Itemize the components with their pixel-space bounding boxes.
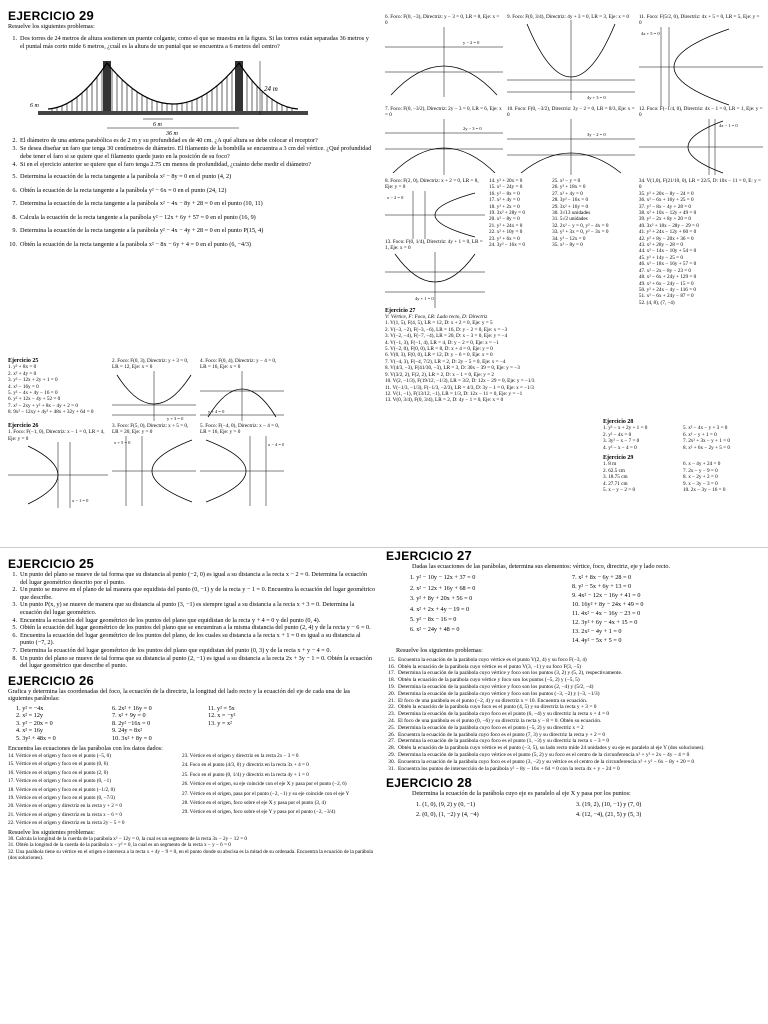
answer-line: 2. 62.5 cm xyxy=(603,467,625,474)
problem-item: 3. Se desea diseñar un faro que tenga 30 centímetros de diámetro. El filamento de la bombilla se encuentra a 3 cm del vértice. ¿Qué profundidad debe tener el faro si se quiere que el filamento quede justo en la posición de su foco? xyxy=(12,145,372,160)
exercise-28-intro: Determina la ecuación de la parábola cuyo eje es paralelo al eje X y pasa por los puntos: xyxy=(412,790,631,798)
answer-line: 34. V(1,0), F(21/10, 0), LR = 22/5, D: 10x − 11 = 0, E: y = 0 xyxy=(638,178,761,191)
answer-line: 46. x² − 18x − 16y + 57 = 0 xyxy=(638,261,697,268)
short-label: 6 m xyxy=(30,102,39,109)
answer-26-4: 4. Foco: F(0, 4), Directriz: y − 4 = 0, LR = 16, Eje: x = 0 y + 4 = 0 xyxy=(200,358,284,421)
answer-line: 42. y² + 8y − 20x + 36 = 0 xyxy=(638,235,694,242)
equation-item: 3. y² − 20x = 0 xyxy=(16,719,53,727)
heading-word: EJERCICIO xyxy=(8,9,76,23)
problem-item: 3. Un punto P(x, y) se mueve de manera que su distancia al punto (3, −1) es siempre igual a su distancia a la recta x + 3 = 0. Determina la ecuación del lugar geométrico. xyxy=(12,601,355,616)
answer-line: 44. x² − 14x − 10y + 54 = 0 xyxy=(638,248,697,255)
answer-line: 30. 3√13 unidades xyxy=(552,210,591,217)
answer-line: 45. y² + 14y − 25 = 0 xyxy=(638,254,683,261)
answer-line: 33. y² + 3x = 0, y² − 3x = 0 xyxy=(552,229,609,236)
answer-line: 27. x² + 4y = 0 xyxy=(552,190,583,197)
hangers xyxy=(52,69,292,111)
answer-line: 2. V(−3, −2), F(−3, −6), LR = 16, D: y − 2 = 0, Eje: x = −3 xyxy=(385,326,508,333)
svg-text:4x − 1 = 0: 4x − 1 = 0 xyxy=(719,122,738,128)
exercise-28-points xyxy=(416,800,762,820)
exercise-26-intro: Grafica y determina las coordenadas del foco, la ecuación de la directriz, la longitud del lado recto y la ecuación del eje de cada una de las siguientes parábolas: xyxy=(8,687,351,703)
problem-item: 19. Determina la ecuación de la parábola cuyo vértice y foco son los puntos (2, −4) y (5/2, −4) xyxy=(388,684,594,690)
graph-26-2 xyxy=(112,371,196,421)
answers-e25: Ejercicio 25 1. y² + 8x = 0 2. x² + 4y = 0 3. y² − 12x + 2y + 1 = 0 4. x² − 16y = 0 5. y² − 4x + 4y − 16 = 0 6. y² + 12x − 4y + 52 = 0 7. x² − 2xy + y² + 8x − 4y + 2 = 0 8. 9x² − 12xy + 4y² + 48x + 32y + 64 = 0 xyxy=(8,358,108,421)
answer-line: 1. V(1, 5), F(4, 5), LR = 12, D: x + 2 = 0, Eje: y = 5 xyxy=(385,320,493,327)
answer-line: 21. y² + 24x = 0 xyxy=(489,222,523,229)
answers-left xyxy=(8,358,374,508)
equation-item: 5. 3y² + 48x = 0 xyxy=(16,734,56,742)
problem-item: 24. El foco de una parábola es el punto (0, −6) y su directriz la recta y − 8 = 0. Obtén su ecuación. xyxy=(388,717,602,724)
exercise-29-problems-cont xyxy=(8,137,374,249)
problem-line: 24. Foco en el punto (4/3, 0) y directriz en la recta 3x + 4 = 0 xyxy=(182,762,309,769)
answer-line: 4. 27.71 cm xyxy=(603,480,628,487)
problem-item: 7. Determina la ecuación del lugar geométrico de los puntos del plano que equidistan del punto (0, 3) y de la recta x + y − 4 = 0. xyxy=(12,646,331,654)
answers-right xyxy=(385,14,763,494)
problem-line: 20. Vértice en el origen y directriz en la recta y + 2 = 0 xyxy=(8,803,122,810)
equation-item: 4. x² + 2x + 4y − 19 = 0 xyxy=(410,605,470,613)
equation-item: 11. 4x² − 4x − 16y − 23 = 0 xyxy=(572,610,641,618)
answers-list-b xyxy=(552,178,635,308)
graph-26-1 xyxy=(8,442,108,508)
answer-line: 50. y² + 24x − 4y − 116 = 0 xyxy=(638,286,697,293)
answer-26-1: Ejercicio 26 1. Foco: F(−1, 0), Directriz: x − 1 = 0, LR = 4, Eje: y = 0 x − 1 = 0 xyxy=(8,423,108,508)
problem-item: 25. Determina la ecuación de la parábola cuyo foco es el punto (−5, 2) y su directriz x = 2 xyxy=(388,724,584,731)
answer-11: 11. Foco: F(5/2, 0), Directriz: 4x + 5 = 0, LR = 5, Eje: y = 0 4x + 5 = 0 xyxy=(639,14,763,106)
equation-item: 13. y = x² xyxy=(208,719,232,727)
answer-line: 49. x² + 6x − 24y − 15 = 0 xyxy=(638,280,694,287)
svg-text:4y + 1 = 0: 4y + 1 = 0 xyxy=(415,295,434,301)
problem-line: 30. Calcula la longitud de la cuerda de la parábola x² − 12y = 0, la cual es un segmento de la recta 3x − 2y − 12 = 0 xyxy=(8,835,248,842)
graph-26-3 xyxy=(112,436,196,506)
problem-item: 6. Obtén la ecuación de la recta tangente a la parábola y² − 6x = 0 en el punto (24, 12) xyxy=(12,186,227,194)
equation-item: 6. x² − 24y + 48 = 0 xyxy=(410,626,460,634)
svg-text:x − 1 = 0: x − 1 = 0 xyxy=(72,498,89,504)
answer-line: 2. x² + 4y = 0 xyxy=(8,370,37,377)
answer-line: 8. x − 2y + 2 = 0 xyxy=(683,474,718,481)
deck xyxy=(38,111,308,115)
answer-line: 39. y² − 2x + 8y + 20 = 0 xyxy=(638,216,692,223)
answer-line: 6. y² + 12x − 4y + 52 = 0 xyxy=(8,396,61,403)
answers-list-c xyxy=(639,178,763,308)
answer-line: 3. V(−2, −4), F(−7, −4), LR = 20, D: x − 3 = 0, Eje: y = −4 xyxy=(385,333,508,340)
exercise-26-intro3: Resuelve los siguientes problemas: xyxy=(8,828,95,836)
problem-item: 23. Determina la ecuación de la parábola cuyo foco es el punto (6, −4) y su directriz la recta x + 4 = 0 xyxy=(388,711,610,718)
equation-item: 9. 24y = 8x² xyxy=(112,727,143,735)
answer-line: 5. V(−2, 0), F(0, 0), LR = 8, D: x + 4 = 0, Eje: y = 0 xyxy=(385,346,493,353)
problem-item: 26. Encuentra la ecuación de la parábola cuyo foco es el punto (7, 3) y su directriz la recta y + 2 = 0 xyxy=(388,731,606,738)
answer-line: 32. 2x² − y = 0, y² − 4x = 0 xyxy=(552,222,609,229)
answer-line: 7. V(−4, 3), F(−4, 7/2), LR = 2, D: 2y − 5 = 0, Eje: x = −4 xyxy=(385,358,506,365)
problem-line: 17. Vértice en el origen y foco en el punto (0, −1) xyxy=(8,778,111,785)
answers-e27-list xyxy=(385,320,597,403)
answer-line: 2. y² − 4x = 0 xyxy=(603,431,632,438)
left-tower xyxy=(103,61,111,115)
equation-item: 2. x² − 12x + 16y + 68 = 0 xyxy=(410,584,476,592)
answer-line: 7. 2x − y − 9 = 0 xyxy=(683,467,718,474)
problem-item: 16. Obtén la ecuación de la parábola cuyo vértice es el punto V(3, −1) y su foco F(3, −5) xyxy=(388,663,582,670)
equation-item: 13. 2x² − 4y + 1 = 0 xyxy=(572,628,622,636)
problem-line: 21. Vértice en el origen y directriz en la recta x − 6 = 0 xyxy=(8,811,122,818)
answer-line: 24. 3y² − 16x = 0 xyxy=(489,242,525,249)
problem-item: 22. Obtén la ecuación de la parábola cuyo foco es el punto (4, 5) y su directriz la recta y + 3 = 0 xyxy=(388,704,597,711)
svg-text:2y − 3 = 0: 2y − 3 = 0 xyxy=(463,125,482,131)
answer-line: 9. V(3/2, 2), F(2, 2), LR = 2, D: x − 1 = 0, Eje: y = 2 xyxy=(385,371,495,378)
answer-9: 9. Foco: F(0, 3/4), Directriz: 4y + 3 = 0, LR = 3, Eje: x = 0 4y + 3 = 0 xyxy=(507,14,629,101)
problem-item: 4. Si en el ejercicio anterior se quiere que el faro tenga 2.75 cm menos de profundidad, ¿cuánto debe medir el diámetro? xyxy=(12,161,312,169)
answer-line: 5. x − y − 2 = 0 xyxy=(603,487,636,494)
equation-item: 1. y² − 10y − 12x + 37 = 0 xyxy=(410,574,476,582)
problem-line: 19. Vértice en el origen y foco en el punto (0, −7/3) xyxy=(8,794,115,801)
problem-item: 20. Determina la ecuación de la parábola cuyo vértice y foco son los puntos (−3, −2) y (−3, −1/3) xyxy=(388,690,600,697)
answer-line: 1. y² − x + 2y + 1 = 0 xyxy=(603,425,648,432)
graph-26-4 xyxy=(200,371,284,421)
exercise-27-intro2: Resuelve los siguientes problemas: xyxy=(396,647,483,655)
answer-line: 3. 18.75 cm xyxy=(603,474,628,481)
answer-line: 20. x² − 8y = 0 xyxy=(489,216,520,223)
problem-line: 25. Foco en el punto (0, 1/4) y directriz en la recta 4y + 1 = 0 xyxy=(182,771,309,778)
answer-line: 6. V(0, 3), F(0, 0), LR = 12, D: y − 6 = 0, Eje: x = 0 xyxy=(385,352,493,359)
answer-line: 12. V(1, −1), F(13/12, −1), LR = 1/3, D: 12x − 11 = 0, Eje: y = −1 xyxy=(385,390,523,397)
answer-line: 10. 2x − 3y − 16 = 0 xyxy=(683,487,726,494)
answer-line: 25. x² − y = 0 xyxy=(552,178,581,184)
answer-8-13: 8. Foco: F(2, 0), Directriz: x + 2 = 0, LR = 8, Eje: y = 0 x − 2 = 0 13. Foco: F(0, 1/4), Directriz: 4y + 1 = 0, LR = 1, Eje: x = 0 4y + 1 = 0 xyxy=(385,178,483,301)
answer-line: 43. x² + 28y − 28 = 0 xyxy=(638,242,683,249)
answer-line: 1. y² + 8x = 0 xyxy=(8,364,37,371)
answer-line: 3. 3y² − x − 7 = 0 xyxy=(603,438,640,445)
problem-item: 5. Obtén la ecuación del lugar geométrico de los puntos del plano que se encuentran a la misma distancia del punto (2, 4) y de la recta y − 6 = 0. xyxy=(12,624,371,632)
answer-line: 35. x² − 8y = 0 xyxy=(552,242,583,249)
exercise-26-problems xyxy=(8,836,376,862)
answer-7: 7. Foco: F(0, −3/2), Directriz: 2y − 3 = 0, LR = 6, Eje: x = 0 2y − 3 = 0 xyxy=(385,106,503,178)
answer-line: 17. x² + 4y = 0 xyxy=(489,197,520,204)
answer-line: 31. 5√2 unidades xyxy=(552,216,588,223)
answer-line: 19. 3x² + 28y = 0 xyxy=(489,210,525,217)
exercise-29-problems xyxy=(8,35,374,50)
problem-item: 21. El foco de una parábola es el punto (−2, 4) y su directriz x = 10. Encuentra su ecuación. xyxy=(388,697,588,704)
problem-line: 18. Vértice en el origen y foco en el punto (−1/2, 0) xyxy=(8,786,115,793)
point-set: 2. (0, 0), (1, −2) y (4, −4) xyxy=(416,810,479,818)
answer-line: 15. x² − 24y = 0 xyxy=(489,184,523,191)
problem-item: 9. Determina la ecuación de la recta tangente a la parábola y² − 4x − 4y + 28 = 0 en el punto P(15, 4) xyxy=(12,227,264,235)
answer-line: 7. 2x² + 3x − y + 1 = 0 xyxy=(683,438,730,445)
answer-line: 11. V(−1/3, −1/3), F(−1/3, −2/3), LR = 4/3, D: 3y − 1 = 0, Eje: x = −1/3 xyxy=(385,384,534,391)
svg-text:y + 4 = 0: y + 4 = 0 xyxy=(208,408,225,414)
answer-line: 13. V(0, 3/4), F(0, 3/4), LR = 2, D: 4y − 1 = 0, Eje: x = 0 xyxy=(385,397,504,404)
answer-line: 6. x² − y + 1 = 0 xyxy=(683,431,717,438)
right-tower xyxy=(235,61,243,115)
svg-text:y − 2 = 0: y − 2 = 0 xyxy=(463,39,480,45)
problem-item: 29. Determina la ecuación de la parábola cuyo vértice es el punto (5, 2) y su foco es el centro de la circunferencia x² + y² + 2x − 4y − 4 = 0 xyxy=(388,751,690,758)
exercise-27-equations xyxy=(410,573,762,645)
problem-item: 8. Un punto del plano se mueve de tal forma que su distancia al punto (2, −1) es igual a su distancia a la recta 2x + 3y − 1 = 0. Obtén la ecuación del lugar geométrico que describe el punto. xyxy=(12,654,372,670)
svg-text:x − 2 = 0: x − 2 = 0 xyxy=(387,194,404,200)
problem-item: 18. Obtén la ecuación de la parábola cuyo vértice y foco son los puntos (−5, 2) y (−5, 5) xyxy=(388,677,580,684)
equation-item: 10. 3x² + 8y = 0 xyxy=(112,734,152,742)
answer-line: 4. y² − x − 4 = 0 xyxy=(603,444,637,451)
equation-item: 10. 16y² + 8y − 24x + 49 = 0 xyxy=(572,601,644,609)
answer-line: 36. x² − 6x + 16y + 25 = 0 xyxy=(638,197,694,204)
equation-item: 9. 4x² − 12x − 16y + 41 = 0 xyxy=(572,592,641,600)
bridge-svg xyxy=(28,55,318,135)
exercise-29-section xyxy=(8,8,374,249)
bottom-left-section xyxy=(8,556,376,862)
exercise-29-subtitle: Resuelve los siguientes problemas: xyxy=(8,23,95,30)
point-set: 1. (1, 0), (9, 2) y (0, −1) xyxy=(416,800,476,808)
problem-line: 14. Vértice en el origen y foco en el punto (−5, 0) xyxy=(8,752,111,759)
answer-line: 52. (4, 8), (7, −4) xyxy=(638,299,675,306)
svg-text:x + 5 = 0: x + 5 = 0 xyxy=(114,439,131,445)
answer-6: 6. Foco: F(0, −3), Directriz: y − 3 = 0, LR = 8, Eje: x = 0 y − 2 = 0 xyxy=(385,14,503,106)
equation-item: 3. y² + 8y + 20x + 56 = 0 xyxy=(410,595,473,603)
answer-line: 23. y² + 6x = 0 xyxy=(489,235,520,242)
problem-line: 32. Una parábola tiene su vértice en el origen e interseca a la recta x + 4y − 9 = 0, en el punto donde su abscisa es la mitad de su ordenada. Encuentra la ecuación de la parábola (dos soluciones). xyxy=(8,848,373,862)
graph-26-5 xyxy=(200,436,284,506)
problem-line: 29. Vértice en el origen, foco sobre el eje Y y pasa por el punto (−2, −3/4) xyxy=(182,809,336,816)
problem-item: 30. Encuentra la ecuación de la parábola cuyo foco es el punto (3, −2) y su vértice es el centro de la circunferencia x² + y² − 6x − 8y + 20 = 0 xyxy=(388,758,695,765)
problem-line: 28. Vértice en el origen, foco sobre el eje X y pasa por el punto (3, 4) xyxy=(182,799,326,806)
answer-line: 8. 9x² − 12xy + 4y² + 48x + 32y + 64 = 0 xyxy=(8,409,94,416)
exercise-29-heading xyxy=(8,8,374,23)
answer-line: 38. x² + 10x − 12y + 49 = 0 xyxy=(638,210,697,217)
height-label: 24 m xyxy=(264,84,278,93)
problem-item: 2. El diámetro de una antena parabólica es de 2 m y su profundidad es de 40 cm. ¿A qué altura se debe colocar el receptor? xyxy=(12,136,318,144)
problem-line: 27. Vértice en el origen, pasa por el punto (−2, −1) y su eje coincide con el eje Y xyxy=(182,790,350,797)
problem-line: 31. Obtén la longitud de la cuerda de la parábola x − y² = 0, la cual es un segmento de la recta x − y − 6 = 0 xyxy=(8,842,231,849)
answer-line: 14. y² + 20x = 0 xyxy=(489,178,523,184)
problem-item: 2. Un punto se mueve en el plano de tal manera que equidista del punto (0, −1) y de la recta y − 1 = 0. Encuentra la ecuación del lugar geométrico que describe. xyxy=(12,586,376,601)
problem-item: 17. Determina la ecuación de la parábola cuyo vértice y foco son los puntos (3, 2) y (5, 2), respectivamente. xyxy=(388,670,623,677)
heading-number: 29 xyxy=(79,8,95,23)
answer-line: 28. 3y² − 16x = 0 xyxy=(552,197,589,204)
equation-item: 5. y² − 8x − 16 = 0 xyxy=(410,616,457,624)
answer-line: 4. x² − 16y = 0 xyxy=(8,383,39,390)
equation-item: 12. 3y² + 6y − 4x + 15 = 0 xyxy=(572,619,638,627)
svg-text:4y + 3 = 0: 4y + 3 = 0 xyxy=(587,95,606,101)
exercise-26-heading: EJERCICIO 26 xyxy=(8,672,95,688)
point-set: 4. (12, −4), (21, 5) y (5, 3) xyxy=(576,810,642,818)
exercise-28-heading: EJERCICIO 28 xyxy=(386,775,473,791)
answer-10: 10. Foco: F(0, −3/2), Directriz: 3y − 2 = 0, LR = 8/3, Eje: x = 0 3y − 2 = 0 xyxy=(507,106,635,178)
answer-line: 16. y² − 8x = 0 xyxy=(489,190,520,197)
problem-item: 1. Un punto del plano se mueve de tal forma que su distancia al punto (−2, 0) es igual a su distancia a la recta x − 2 = 0. Determina la ecuación del lugar geométrico descrito por el punto. xyxy=(12,571,368,586)
exercise-26-equations xyxy=(16,705,376,743)
answer-line: 8. V(4/3, −3), F(41/30, −3), LR = 3, D: 30x − 39 = 0, Eje: y = −3 xyxy=(385,365,520,372)
answers-e28-e29: Ejercicio 28 1. y² − x + 2y + 1 = 0 2. y² − 4x = 0 3. 3y² − x − 7 = 0 4. y² − x − 4 = 0 5. x² − 4x − y + 3 = 0 6. x² − y + 1 = 0 7. 2x² + 3x − y + 1 = 0 8. x² + 6x − 2y + 5 = 0 Ejercicio 29 1. 8 m 2. 62.5 cm 3. 18.75 cm 4. 27.71 cm 5. x − y − 2 = 0 6. x − 4y + 24 = 0 7. 2x − y − 9 = 0 8. x − 2y + 2 = 0 9. x − 3y − 3 = 0 10. 2x − 3y − 16 = 0 xyxy=(603,419,763,493)
problem-item: 10. Obtén la ecuación de la recta tangente a la parábola x² − 8x − 6y + 4 = 0 en el punto (6, −4/3) xyxy=(9,240,251,248)
exercise-27-problems xyxy=(386,657,762,773)
equation-item: 11. y² = 5x xyxy=(208,704,235,712)
problem-line: 15. Vértice en el origen y foco en el punto (0, 6) xyxy=(8,761,109,768)
equation-item: 6. 2x² + 16y = 0 xyxy=(112,704,152,712)
problem-item: 6. Encuentra la ecuación del lugar geométrico de los puntos del plano, de los cuales su distancia a la recta x + 1 = 0 es igual a su distancia al punto (−7, 2). xyxy=(12,631,361,647)
answer-line: 5. x² − 4x − y + 3 = 0 xyxy=(683,425,728,432)
answer-12: 12. Foco: F(−1/4, 0), Directriz: 4x − 1 = 0, LR = 1, Eje: y = 0 4x − 1 = 0 xyxy=(639,106,763,178)
problem-item: 7. Determina la ecuación de la recta tangente a la parábola x² − 4x − 8y + 28 = 0 en el punto (10, 11) xyxy=(12,200,263,208)
answer-line: 18. y² + 2x = 0 xyxy=(489,203,520,210)
answers-list-a xyxy=(489,178,548,308)
bridge-figure xyxy=(28,55,374,135)
problem-line: 26. Vértice en el origen, su eje coincide con el eje X y pasa por el punto (−2, 6) xyxy=(182,781,347,788)
problem-item: 28. Obtén la ecuación de la parábola cuyo vértice es el punto (−3, 5), su lado recto mide 24 unidades y su eje es paralelo al eje Y (dos soluciones). xyxy=(388,745,705,752)
problem-item: 15. Encuentra la ecuación de la parábola cuyo vértice es el punto V(2, 4) y su foco F(−3, 4) xyxy=(388,656,587,663)
answers-e25-list xyxy=(8,364,108,415)
answer-line: 26. y² + 18x = 0 xyxy=(552,184,586,191)
answer-line: 5. y² − 4x + 4y − 16 = 0 xyxy=(8,390,58,397)
answer-line: 34. y² − 12x = 0 xyxy=(552,235,586,242)
svg-text:x − 4 = 0: x − 4 = 0 xyxy=(268,441,284,447)
problem-item: 1. Dos torres de 24 metros de altura sostienen un puente colgante, como el que se muestra en la figura. Si las torres están separadas 36 metros y el puntal más corto mide 6 metros, ¿cuál es la altura de un puntal que se encuentra a 6 metros del centro? xyxy=(12,35,369,50)
point-set: 3. (19, 2), (10, −1) y (7, 0) xyxy=(576,800,642,808)
bottom-right-section xyxy=(386,548,762,820)
exercise-27-intro: Dadas las ecuaciones de las parábolas, determina sus elementos: vértice, foco, directriz, eje y lado recto. xyxy=(412,563,671,570)
problem-item: 4. Encuentra la ecuación del lugar geométrico de los puntos del plano que equidistan de la recta y + 4 = 0 y del punto (0, 4). xyxy=(12,616,321,624)
problem-item: 8. Calcula la ecuación de la recta tangente a la parábola y² − 12x + 6y + 57 = 0 en el punto (16, 9) xyxy=(12,213,256,221)
equation-item: 8. 2y² −16x = 0 xyxy=(112,719,151,727)
problem-item: 31. Encuentra los puntos de intersección de la parábola y² − 8y − 16x + 64 = 0 con la recta 4x + y − 24 = 0 xyxy=(388,765,620,772)
problem-item: 27. Determina la ecuación de la parábola cuyo foco es el punto (1, −3) y su directriz la recta x − 3 = 0 xyxy=(388,738,610,745)
answer-line: 6. x − 4y + 24 = 0 xyxy=(683,461,721,468)
answer-line: 51. x² − 6x + 24y − 87 = 0 xyxy=(638,293,694,300)
equation-item: 2. x² = 12y xyxy=(16,712,44,720)
answer-26-3: 3. Foco: F(5, 0), Directriz: x + 5 = 0, LR = 20, Eje: y = 0 x + 5 = 0 xyxy=(112,423,196,508)
equation-item: 4. x² = 16y xyxy=(16,727,44,735)
problem-item: 5. Determina la ecuación de la recta tangente a la parábola x² − 8y = 0 en el punto (4, 2) xyxy=(12,172,232,180)
equation-item: 1. y² = −4x xyxy=(16,704,44,712)
cable xyxy=(48,63,298,109)
answer-line: 40. 3x² + 18x − 28y − 29 = 0 xyxy=(638,222,699,229)
exercise-26-intro2: Encuentra las ecuaciones de las parábolas con los datos dados: xyxy=(8,744,163,752)
answer-line: 37. y² − 8x − 4y + 28 = 0 xyxy=(638,203,692,210)
answer-26-2: 2. Foco: F(0, 3), Directriz: y + 3 = 0, LR = 12, Eje: x = 0 y + 3 = 0 xyxy=(112,358,196,421)
span-label: 36 m xyxy=(166,130,178,135)
svg-text:y + 3 = 0: y + 3 = 0 xyxy=(167,415,184,421)
equation-item: 12. x = −y² xyxy=(208,712,236,720)
problem-line: 22. Vértice en el origen y directriz en la recta 2y − 5 = 0 xyxy=(8,820,125,827)
equation-item: 14. 4y² − 5x + 5 = 0 xyxy=(572,637,622,645)
equation-item: 7. x² + 8x − 6y + 28 = 0 xyxy=(572,574,632,582)
svg-text:4x + 5 = 0: 4x + 5 = 0 xyxy=(641,30,660,36)
equation-item: 7. x² + 9y = 0 xyxy=(112,712,146,720)
answer-line: 1. 8 m xyxy=(603,461,617,468)
answer-line: 8. x² + 6x − 2y + 5 = 0 xyxy=(683,444,730,451)
problem-line: 16. Vértice en el origen y foco en el punto (2, 0) xyxy=(8,769,109,776)
mid-label: 6 m xyxy=(153,121,162,128)
exercise-27-heading: EJERCICIO 27 xyxy=(386,548,473,563)
answer-line: 4. V(−1, 3), F(−1, 4), LR = 4, D: y − 2 = 0, Eje: x = −1 xyxy=(385,339,499,346)
answers-e27: Ejercicio 27 V: Vértice, F: Foco, LR: Lado recto, D: Directriz 1. V(1, 5), F(4, 5), LR = 12, D: x + 2 = 0, Eje: y = 5 2. V(−3, −2), F(−3, −6), LR = 16, D: y − 2 = 0, Eje: x = −3 3. V(−2, −4), F(−7, −4), LR = 20, D: x − 3 = 0, Eje: y = −4 4. V(−1, 3), F(−1, 4), LR = 4, D: y − 2 = 0, Eje: x = −1 5. V(−2, 0), F(0, 0), LR = 8, D: x + 4 = 0, Eje: y = 0 6. V(0, 3), F(0, 0), LR = 12, D: y − 6 = 0, Eje: x = 0 7. V(−4, 3), F(−4, 7/2), LR = 2, D: 2y − 5 = 0, Eje: x = −4 8. V(4/3, −3), F(41/30, −3), LR = 3, D: 30x − 39 = 0, Eje: y = −3 9. V(3/2, 2), F(2, 2), LR = 2, D: x − 1 = 0, Eje: y = 2 10. V(2, −1/3), F(19/12, −1/3), LR = 3/2, D: 12x − 29 = 0, Eje: y = −1/3 11. V(−1/3, −1/3), F(−1/3, −2/3), LR = 4/3, D: 3y − 1 = 0, Eje: x = −1/3 12. V(1, −1), F(13/12, −1), LR = 1/3, D: 12x − 11 = 0, Eje: y = −1 13. V(0, 3/4), F(0, 3/4), LR = 2, D: 4y − 1 = 0, Eje: x = 0 xyxy=(385,308,597,404)
answer-line: 9. x − 3y − 3 = 0 xyxy=(683,480,718,487)
answer-line: 29. 3x² + 16y = 0 xyxy=(552,203,589,210)
answer-26-5: 5. Foco: F(−4, 0), Directriz: x − 4 = 0, LR = 16, Eje: y = 0 x − 4 = 0 xyxy=(200,423,284,508)
answer-line: 7. x² − 2xy + y² + 8x − 4y + 2 = 0 xyxy=(8,402,78,409)
answer-line: 41. y² + 24x − 12y + 60 = 0 xyxy=(638,229,697,236)
exercise-25-heading: EJERCICIO 25 xyxy=(8,556,95,571)
answer-line: 22. x² + 10y = 0 xyxy=(489,229,523,236)
problem-line: 23. Vértice en el origen y directriz en la recta 2x − 3 = 0 xyxy=(182,752,299,759)
exercise-25-problems xyxy=(8,571,376,670)
answer-line: 3. y² − 12x + 2y + 1 = 0 xyxy=(8,377,58,384)
equation-item: 8. y² − 5x + 6y + 13 = 0 xyxy=(572,583,632,591)
answer-line: 47. x² − 2x − 8y − 23 = 0 xyxy=(638,267,692,274)
exercise-26-data xyxy=(8,752,376,828)
svg-text:3y − 2 = 0: 3y − 2 = 0 xyxy=(587,131,606,137)
answer-line: 10. V(2, −1/3), F(19/12, −1/3), LR = 3/2, D: 12x − 29 = 0, Eje: y = −1/3 xyxy=(385,378,535,385)
answer-line: 48. x² − 6x + 24y + 129 = 0 xyxy=(638,274,697,281)
answer-line: 35. y² + 20x − 8y − 24 = 0 xyxy=(638,190,694,197)
